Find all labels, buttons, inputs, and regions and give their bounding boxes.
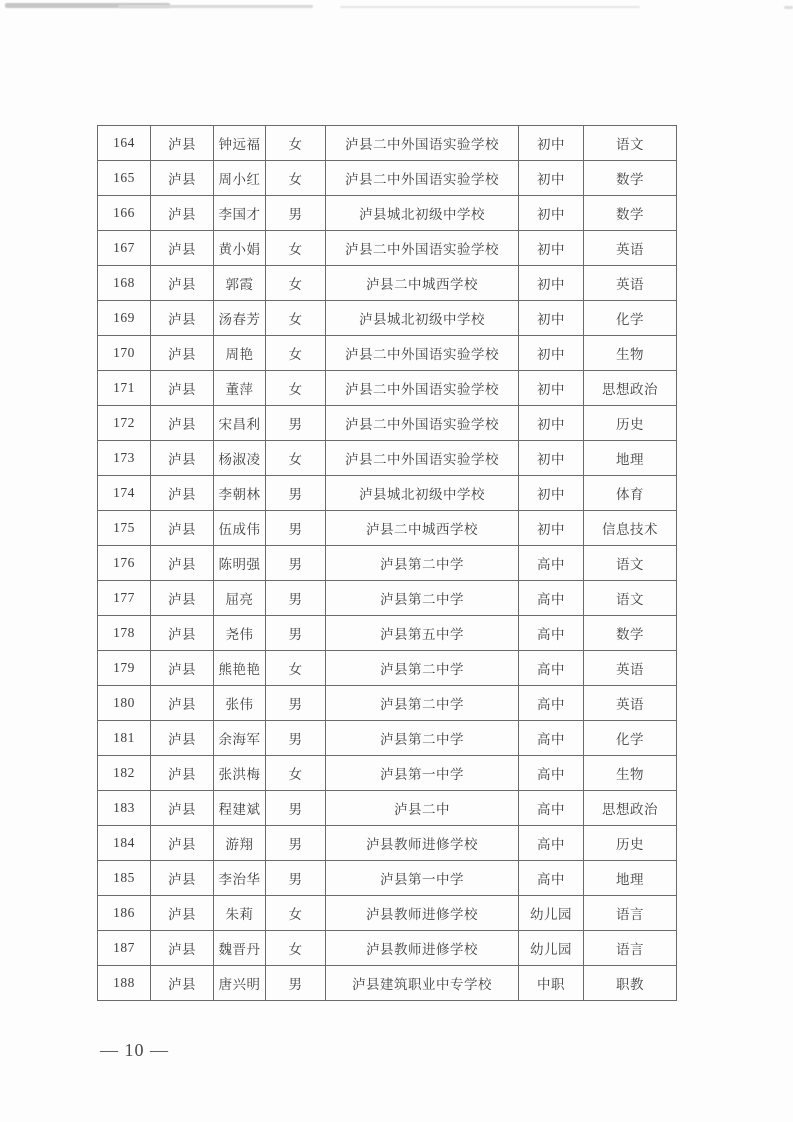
cell-school: 泸县第二中学 xyxy=(326,546,519,581)
cell-subject: 思想政治 xyxy=(584,791,677,826)
cell-school-level: 幼儿园 xyxy=(519,896,584,931)
table-row xyxy=(98,896,677,931)
cell-county: 泸县 xyxy=(151,371,214,406)
cell-serial-number: 178 xyxy=(98,616,151,651)
cell-serial-number: 176 xyxy=(98,546,151,581)
cell-subject: 英语 xyxy=(584,651,677,686)
table-row xyxy=(98,651,677,686)
cell-school: 泸县教师进修学校 xyxy=(326,826,519,861)
cell-name: 魏晋丹 xyxy=(214,931,266,966)
cell-county: 泸县 xyxy=(151,686,214,721)
cell-name: 李国才 xyxy=(214,196,266,231)
cell-gender: 男 xyxy=(266,546,326,581)
cell-gender: 男 xyxy=(266,686,326,721)
cell-serial-number: 182 xyxy=(98,756,151,791)
cell-school: 泸县二中外国语实验学校 xyxy=(326,336,519,371)
cell-serial-number: 172 xyxy=(98,406,151,441)
cell-subject: 英语 xyxy=(584,686,677,721)
cell-subject: 数学 xyxy=(584,161,677,196)
cell-subject: 语言 xyxy=(584,896,677,931)
cell-gender: 男 xyxy=(266,406,326,441)
cell-school-level: 高中 xyxy=(519,756,584,791)
cell-school-level: 高中 xyxy=(519,791,584,826)
cell-name: 李朝林 xyxy=(214,476,266,511)
cell-school-level: 初中 xyxy=(519,371,584,406)
cell-county: 泸县 xyxy=(151,651,214,686)
cell-county: 泸县 xyxy=(151,511,214,546)
cell-gender: 女 xyxy=(266,336,326,371)
cell-school: 泸县城北初级中学校 xyxy=(326,301,519,336)
cell-school-level: 高中 xyxy=(519,826,584,861)
cell-subject: 体育 xyxy=(584,476,677,511)
cell-subject: 地理 xyxy=(584,441,677,476)
table-row xyxy=(98,441,677,476)
cell-county: 泸县 xyxy=(151,616,214,651)
cell-name: 程建斌 xyxy=(214,791,266,826)
cell-school: 泸县第五中学 xyxy=(326,616,519,651)
cell-subject: 英语 xyxy=(584,266,677,301)
cell-school-level: 高中 xyxy=(519,721,584,756)
table-row xyxy=(98,511,677,546)
cell-serial-number: 174 xyxy=(98,476,151,511)
cell-subject: 语文 xyxy=(584,581,677,616)
cell-serial-number: 183 xyxy=(98,791,151,826)
cell-name: 朱莉 xyxy=(214,896,266,931)
cell-school-level: 高中 xyxy=(519,581,584,616)
cell-serial-number: 181 xyxy=(98,721,151,756)
table-row xyxy=(98,196,677,231)
cell-county: 泸县 xyxy=(151,861,214,896)
cell-name: 周小红 xyxy=(214,161,266,196)
cell-serial-number: 168 xyxy=(98,266,151,301)
cell-name: 陈明强 xyxy=(214,546,266,581)
cell-gender: 男 xyxy=(266,861,326,896)
cell-subject: 数学 xyxy=(584,196,677,231)
cell-serial-number: 188 xyxy=(98,966,151,1001)
cell-county: 泸县 xyxy=(151,161,214,196)
cell-serial-number: 187 xyxy=(98,931,151,966)
cell-serial-number: 186 xyxy=(98,896,151,931)
cell-county: 泸县 xyxy=(151,126,214,161)
cell-subject: 思想政治 xyxy=(584,371,677,406)
cell-school-level: 初中 xyxy=(519,476,584,511)
table-row xyxy=(98,406,677,441)
cell-serial-number: 175 xyxy=(98,511,151,546)
cell-school: 泸县二中 xyxy=(326,791,519,826)
cell-school-level: 初中 xyxy=(519,301,584,336)
scan-artifact xyxy=(118,5,313,8)
cell-gender: 女 xyxy=(266,161,326,196)
cell-serial-number: 171 xyxy=(98,371,151,406)
cell-county: 泸县 xyxy=(151,441,214,476)
cell-school: 泸县第一中学 xyxy=(326,861,519,896)
teacher-roster-table xyxy=(97,125,677,1001)
cell-serial-number: 169 xyxy=(98,301,151,336)
cell-gender: 男 xyxy=(266,616,326,651)
cell-county: 泸县 xyxy=(151,476,214,511)
cell-school-level: 幼儿园 xyxy=(519,931,584,966)
cell-school: 泸县教师进修学校 xyxy=(326,896,519,931)
cell-subject: 语文 xyxy=(584,126,677,161)
cell-county: 泸县 xyxy=(151,196,214,231)
cell-county: 泸县 xyxy=(151,756,214,791)
cell-subject: 地理 xyxy=(584,861,677,896)
cell-subject: 信息技术 xyxy=(584,511,677,546)
cell-school: 泸县教师进修学校 xyxy=(326,931,519,966)
cell-school-level: 初中 xyxy=(519,511,584,546)
cell-school-level: 高中 xyxy=(519,546,584,581)
cell-name: 钟远福 xyxy=(214,126,266,161)
cell-school-level: 高中 xyxy=(519,861,584,896)
cell-gender: 男 xyxy=(266,196,326,231)
cell-county: 泸县 xyxy=(151,966,214,1001)
cell-school: 泸县第二中学 xyxy=(326,686,519,721)
cell-name: 宋昌利 xyxy=(214,406,266,441)
cell-serial-number: 180 xyxy=(98,686,151,721)
cell-subject: 英语 xyxy=(584,231,677,266)
cell-name: 周艳 xyxy=(214,336,266,371)
cell-gender: 男 xyxy=(266,476,326,511)
cell-county: 泸县 xyxy=(151,826,214,861)
cell-gender: 女 xyxy=(266,126,326,161)
table-row xyxy=(98,966,677,1001)
cell-name: 尧伟 xyxy=(214,616,266,651)
cell-gender: 男 xyxy=(266,791,326,826)
cell-county: 泸县 xyxy=(151,231,214,266)
cell-school: 泸县二中外国语实验学校 xyxy=(326,161,519,196)
table-row xyxy=(98,266,677,301)
cell-subject: 职教 xyxy=(584,966,677,1001)
table-row xyxy=(98,476,677,511)
cell-name: 张伟 xyxy=(214,686,266,721)
cell-gender: 女 xyxy=(266,301,326,336)
cell-county: 泸县 xyxy=(151,721,214,756)
table-row xyxy=(98,161,677,196)
cell-gender: 女 xyxy=(266,931,326,966)
table-row xyxy=(98,336,677,371)
cell-subject: 语言 xyxy=(584,931,677,966)
cell-school: 泸县二中城西学校 xyxy=(326,266,519,301)
cell-school-level: 初中 xyxy=(519,441,584,476)
cell-serial-number: 177 xyxy=(98,581,151,616)
cell-gender: 女 xyxy=(266,896,326,931)
cell-name: 汤春芳 xyxy=(214,301,266,336)
cell-gender: 男 xyxy=(266,966,326,1001)
cell-name: 熊艳艳 xyxy=(214,651,266,686)
cell-name: 张洪梅 xyxy=(214,756,266,791)
cell-school-level: 高中 xyxy=(519,686,584,721)
cell-school: 泸县二中外国语实验学校 xyxy=(326,126,519,161)
table-body xyxy=(98,126,677,1001)
cell-subject: 历史 xyxy=(584,826,677,861)
cell-gender: 女 xyxy=(266,231,326,266)
cell-school: 泸县第二中学 xyxy=(326,581,519,616)
cell-subject: 生物 xyxy=(584,756,677,791)
cell-name: 董萍 xyxy=(214,371,266,406)
table-row xyxy=(98,581,677,616)
cell-school-level: 初中 xyxy=(519,126,584,161)
cell-gender: 男 xyxy=(266,581,326,616)
cell-subject: 化学 xyxy=(584,301,677,336)
cell-gender: 男 xyxy=(266,826,326,861)
cell-gender: 女 xyxy=(266,371,326,406)
cell-county: 泸县 xyxy=(151,301,214,336)
cell-school: 泸县第二中学 xyxy=(326,651,519,686)
table-row xyxy=(98,686,677,721)
cell-name: 屈亮 xyxy=(214,581,266,616)
cell-school: 泸县城北初级中学校 xyxy=(326,196,519,231)
cell-school: 泸县二中外国语实验学校 xyxy=(326,406,519,441)
cell-school: 泸县第一中学 xyxy=(326,756,519,791)
cell-county: 泸县 xyxy=(151,581,214,616)
cell-school: 泸县二中外国语实验学校 xyxy=(326,231,519,266)
cell-school-level: 初中 xyxy=(519,196,584,231)
cell-name: 游翔 xyxy=(214,826,266,861)
cell-school: 泸县二中外国语实验学校 xyxy=(326,371,519,406)
table-row xyxy=(98,791,677,826)
cell-county: 泸县 xyxy=(151,896,214,931)
table-row xyxy=(98,616,677,651)
cell-county: 泸县 xyxy=(151,931,214,966)
cell-name: 郭霞 xyxy=(214,266,266,301)
cell-serial-number: 167 xyxy=(98,231,151,266)
table-row xyxy=(98,826,677,861)
cell-school-level: 初中 xyxy=(519,231,584,266)
cell-name: 伍成伟 xyxy=(214,511,266,546)
scan-artifact xyxy=(784,6,793,9)
cell-school-level: 初中 xyxy=(519,161,584,196)
cell-school: 泸县城北初级中学校 xyxy=(326,476,519,511)
cell-subject: 历史 xyxy=(584,406,677,441)
cell-serial-number: 164 xyxy=(98,126,151,161)
cell-subject: 语文 xyxy=(584,546,677,581)
cell-name: 李治华 xyxy=(214,861,266,896)
cell-gender: 女 xyxy=(266,756,326,791)
cell-gender: 女 xyxy=(266,651,326,686)
cell-school-level: 高中 xyxy=(519,616,584,651)
page-number: — 10 — xyxy=(100,1040,169,1060)
table-row xyxy=(98,861,677,896)
table-row xyxy=(98,931,677,966)
table-row xyxy=(98,126,677,161)
cell-school-level: 初中 xyxy=(519,406,584,441)
cell-county: 泸县 xyxy=(151,336,214,371)
cell-gender: 女 xyxy=(266,266,326,301)
cell-serial-number: 165 xyxy=(98,161,151,196)
cell-subject: 数学 xyxy=(584,616,677,651)
cell-subject: 化学 xyxy=(584,721,677,756)
cell-school: 泸县建筑职业中专学校 xyxy=(326,966,519,1001)
cell-gender: 男 xyxy=(266,511,326,546)
cell-county: 泸县 xyxy=(151,406,214,441)
cell-gender: 男 xyxy=(266,721,326,756)
cell-serial-number: 170 xyxy=(98,336,151,371)
cell-serial-number: 179 xyxy=(98,651,151,686)
cell-school-level: 中职 xyxy=(519,966,584,1001)
cell-serial-number: 185 xyxy=(98,861,151,896)
cell-name: 余海军 xyxy=(214,721,266,756)
cell-school: 泸县二中外国语实验学校 xyxy=(326,441,519,476)
cell-serial-number: 166 xyxy=(98,196,151,231)
scan-artifact xyxy=(340,6,640,8)
cell-county: 泸县 xyxy=(151,791,214,826)
cell-serial-number: 173 xyxy=(98,441,151,476)
cell-subject: 生物 xyxy=(584,336,677,371)
cell-gender: 女 xyxy=(266,441,326,476)
table-row xyxy=(98,546,677,581)
table-row xyxy=(98,231,677,266)
cell-name: 杨淑凌 xyxy=(214,441,266,476)
cell-name: 唐兴明 xyxy=(214,966,266,1001)
table-row xyxy=(98,721,677,756)
cell-school-level: 初中 xyxy=(519,266,584,301)
table-row xyxy=(98,371,677,406)
cell-county: 泸县 xyxy=(151,546,214,581)
cell-serial-number: 184 xyxy=(98,826,151,861)
cell-school-level: 高中 xyxy=(519,651,584,686)
cell-school-level: 初中 xyxy=(519,336,584,371)
cell-school: 泸县二中城西学校 xyxy=(326,511,519,546)
cell-name: 黄小娟 xyxy=(214,231,266,266)
table-row xyxy=(98,756,677,791)
table-row xyxy=(98,301,677,336)
cell-county: 泸县 xyxy=(151,266,214,301)
cell-school: 泸县第二中学 xyxy=(326,721,519,756)
